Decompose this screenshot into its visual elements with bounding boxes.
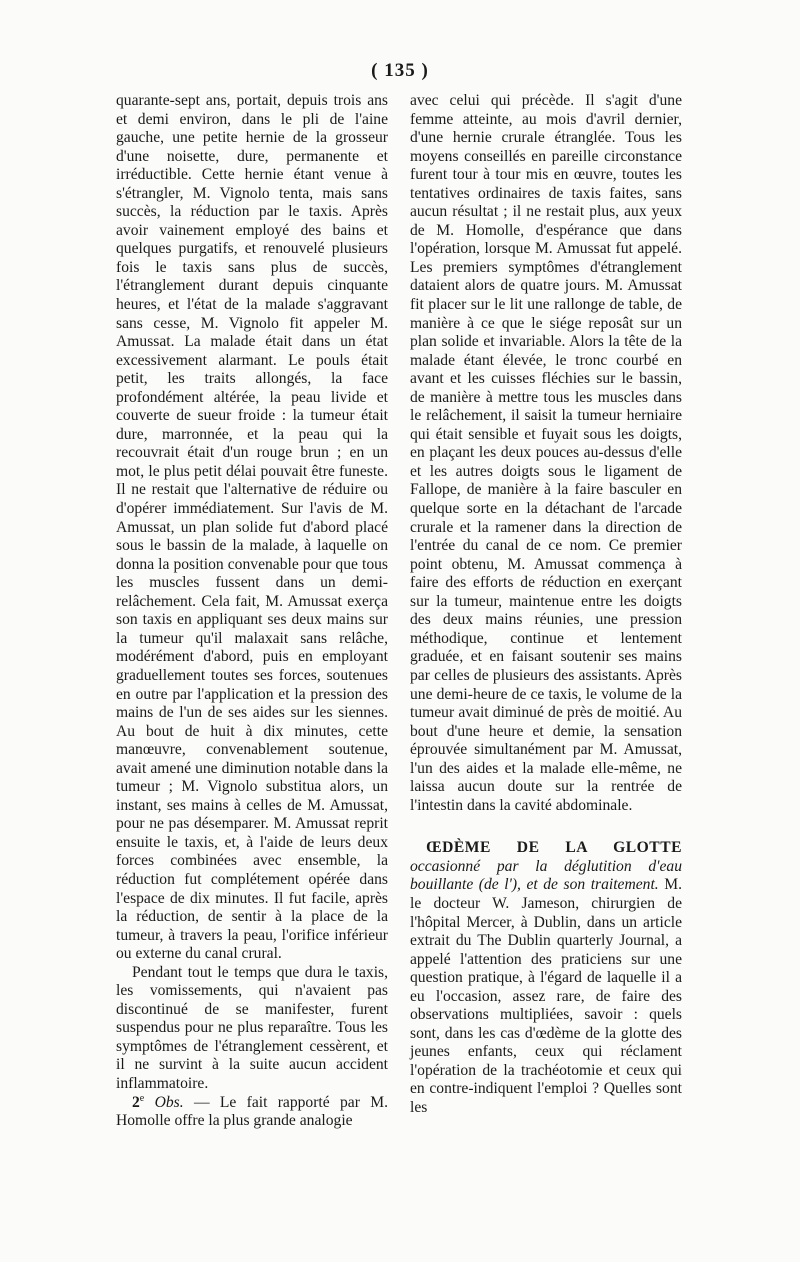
- paragraph-continuation: avec celui qui précède. Il s'agit d'une femme atteinte, au mois d'avril dernier, d'une hernie crurale étranglée. Tous les moyens conseillés en pareille circonstance furent tour à tour mis en œuvre, toutes les tentatives ordinaires de taxis faites, sans aucun résultat ; il ne restait plus, aux yeux de M. Homolle, d'espérance que dans l'opération, lorsque M. Amussat fut appelé. Les premiers symptômes d'étranglement dataient alors de quatre jours. M. Amussat fit placer sur le lit une rallonge de table, de manière à ce que le siége reposât sur un plan solide et invariable. Alors la tête de la malade étant élevée, le tronc courbé en avant et les cuisses fléchies sur le bassin, de manière à mettre tous les muscles dans le relâchement, il saisit la tumeur herniaire qui était sensible et fuyait sous les doigts, en plaçant les deux pouces au-dessus d'elle et les autres doigts sous le ligament de Fallope, de manière à la faire basculer en quelque sorte en la détachant de l'arcade crurale et la ramener dans la direction de l'entrée du canal de ce nom. Ce premier point obtenu, M. Amussat commença à faire des efforts de réduction en exerçant sur la tumeur, maintenue entre les doigts des deux mains réunies, une pression méthodique, continue et lentement graduée, et en faisant soutenir ses mains par celles de plusieurs des assistants. Après une demi-heure de ce taxis, le volume de la tumeur avait diminué de près de moitié. Au bout d'une heure et demie, la sensation éprouvée simultanément par M. Amussat, l'un des aides et la malade elle-même, ne laissa aucun doute sur la rentrée de l'intestin dans la cavité abdominale.: [410, 92, 682, 814]
- paragraph-outcome: Pendant tout le temps que dura le taxis, les vomissements, qui n'avaient pas discontinué de se manifester, furent suspendus pour ne plus reparaître. Tous les symptômes de l'étranglement cessèrent, et il ne survint à la suite aucun accident inflammatoire.: [116, 963, 388, 1092]
- paragraph-first-observation: quarante-sept ans, portait, depuis trois ans et demi environ, dans le pli de l'aine gauche, une petite hernie de la grosseur d'une noisette, dure, permanente et irréductible. Cette hernie étant venue à s'étrangler, M. Vignolo tenta, mais sans succès, la réduction par le taxis. Après avoir vainement employé des bains et quelques purgatifs, et renouvelé plusieurs fois le taxis sans plus de succès, l'étranglement durant depuis cinquante heures, et l'état de la malade s'aggravant sans cesse, M. Vignolo fit appeler M. Amussat. La malade était dans un état excessivement alarmant. Le pouls était petit, les traits allongés, la face profondément altérée, la peau livide et couverte de sueur froide : la tumeur était dure, marronnée, et la peau qui la recouvrait était d'un rouge brun ; en un mot, le plus petit délai pouvait être funeste. Il ne restait que l'alternative de réduire ou d'opérer immédiatement. Sur l'avis de M. Amussat, un plan solide fut d'abord placé sous le bassin de la malade, à laquelle on donna la position convenable pour que tous les muscles fussent dans un demi-relâchement. Cela fait, M. Amussat exerça son taxis en appliquant ses deux mains sur la tumeur qu'il malaxait sans relâche, modérément d'abord, puis en employant graduellement toutes ses forces, soutenues en outre par l'application et la pression des mains de l'un de ses aides sur les siennes. Au bout de huit à dix minutes, cette manœuvre, convenablement soutenue, avait amené une diminution notable dans la tumeur ; M. Vignolo substitua alors, un instant, ses mains à celles de M. Amussat, pour ne pas désemparer. M. Amussat reprit ensuite le taxis, et, à l'aide de leurs deux forces combinées avec ensemble, la réduction fut complétement opérée dans l'espace de dix minutes. Il fut facile, après la réduction, de sentir à la place de la tumeur, à travers la peau, l'orifice inférieur ou externe du canal crural.: [116, 92, 388, 963]
- obs-label: Obs.: [154, 1093, 184, 1111]
- obs-superscript: e: [139, 1092, 145, 1104]
- right-column: [410, 92, 682, 1118]
- page-number: ( 135 ): [371, 60, 429, 81]
- article-heading: [410, 839, 682, 1117]
- paragraph-jameson: M. le docteur W. Jameson, chirurgien de l'hôpital Mercer, à Dublin, dans un article extrait du The Dublin quarterly Journal, a appelé l'attention des praticiens sur une question pratique, à l'égard de laquelle il a eu l'occasion, assez rare, de faire des observations multipliées, savoir : quels sont, dans les cas d'œdème de la glotte des jeunes enfants, ceux qui réclament l'opération de la trachéotomie et ceux qui en contre-indiquent l'emploi ? Quelles sont les: [410, 876, 682, 1116]
- article-heading-title: ŒDÈME DE LA GLOTTE: [426, 839, 682, 857]
- article-heading-subtitle: occasionné par la déglutition d'eau bouillante (de l'), et de son traitement.: [410, 857, 682, 894]
- left-column: [116, 92, 388, 1131]
- obs-text: — Le fait rapporté par M. Homolle offre la plus grande analogie: [116, 1093, 388, 1130]
- paragraph-second-observation: [116, 1094, 388, 1131]
- obs-number: 2: [132, 1093, 140, 1111]
